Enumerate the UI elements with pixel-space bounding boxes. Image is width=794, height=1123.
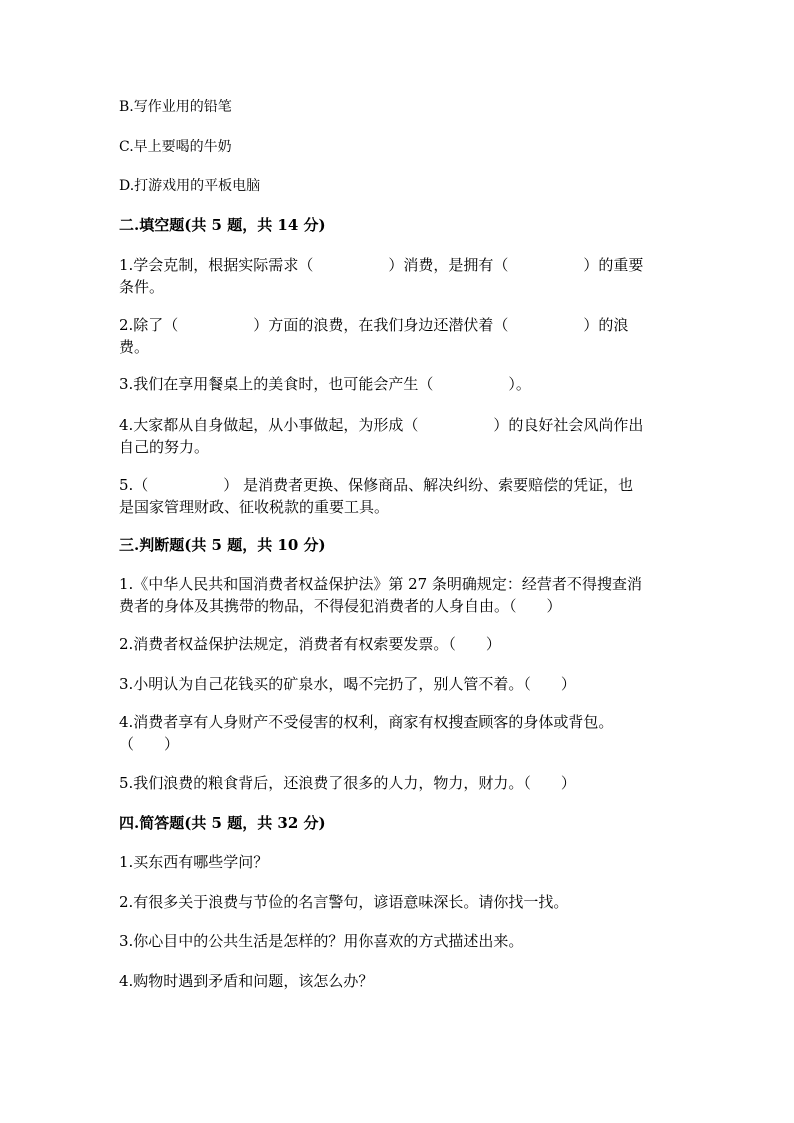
fill-question-2-line-1: 2.除了（ ）方面的浪费，在我们身边还潜伏着（ ）的浪	[119, 316, 629, 334]
short-question-2: 2.有很多关于浪费与节俭的名言警句，谚语意味深长。请你找一找。	[119, 893, 569, 911]
tf-question-1-line-1: 1.《中华人民共和国消费者权益保护法》第 27 条明确规定：经营者不得搜查消	[119, 575, 642, 593]
section-heading-fill-blank: 二.填空题(共 5 题，共 14 分)	[119, 216, 326, 234]
fill-question-2-line-2: 费。	[119, 338, 150, 356]
fill-question-4-line-2: 自己的努力。	[119, 438, 210, 456]
fill-question-4-line-1: 4.大家都从自身做起，从小事做起，为形成（ ）的良好社会风尚作出	[119, 416, 644, 434]
fill-question-5-line-2: 是国家管理财政、征收税款的重要工具。	[119, 498, 390, 516]
fill-question-1-line-1: 1.学会克制，根据实际需求（ ）消费，是拥有（ ）的重要	[119, 256, 644, 274]
fill-question-3: 3.我们在享用餐桌上的美食时，也可能会产生（ ）。	[119, 375, 531, 393]
fill-question-5-line-1: 5.（ ） 是消费者更换、保修商品、解决纠纷、索要赔偿的凭证，也	[119, 476, 634, 494]
tf-question-1-line-2: 费者的身体及其携带的物品，不得侵犯消费者的人身自由。（ ）	[119, 597, 562, 615]
section-heading-short-answer: 四.简答题(共 5 题，共 32 分)	[119, 814, 326, 832]
section-heading-true-false: 三.判断题(共 5 题，共 10 分)	[119, 536, 326, 554]
tf-question-2: 2.消费者权益保护法规定，消费者有权索要发票。（ ）	[119, 635, 501, 653]
option-b: B.写作业用的铅笔	[119, 99, 232, 115]
option-d: D.打游戏用的平板电脑	[119, 178, 261, 194]
option-c: C.早上要喝的牛奶	[119, 139, 232, 155]
tf-question-5: 5.我们浪费的粮食背后，还浪费了很多的人力，物力，财力。（ ）	[119, 774, 576, 792]
tf-question-3: 3.小明认为自己花钱买的矿泉水，喝不完扔了，别人管不着。（ ）	[119, 675, 576, 693]
fill-question-1-line-2: 条件。	[119, 278, 165, 296]
short-question-4: 4.购物时遇到矛盾和问题，该怎么办？	[119, 972, 374, 990]
tf-question-4-line-1: 4.消费者享有人身财产不受侵害的权利，商家有权搜查顾客的身体或背包。	[119, 713, 614, 731]
short-question-3: 3.你心目中的公共生活是怎样的？用你喜欢的方式描述出来。	[119, 932, 524, 950]
short-question-1: 1.买东西有哪些学问？	[119, 853, 269, 871]
tf-question-4-line-2: （ ）	[119, 735, 180, 753]
